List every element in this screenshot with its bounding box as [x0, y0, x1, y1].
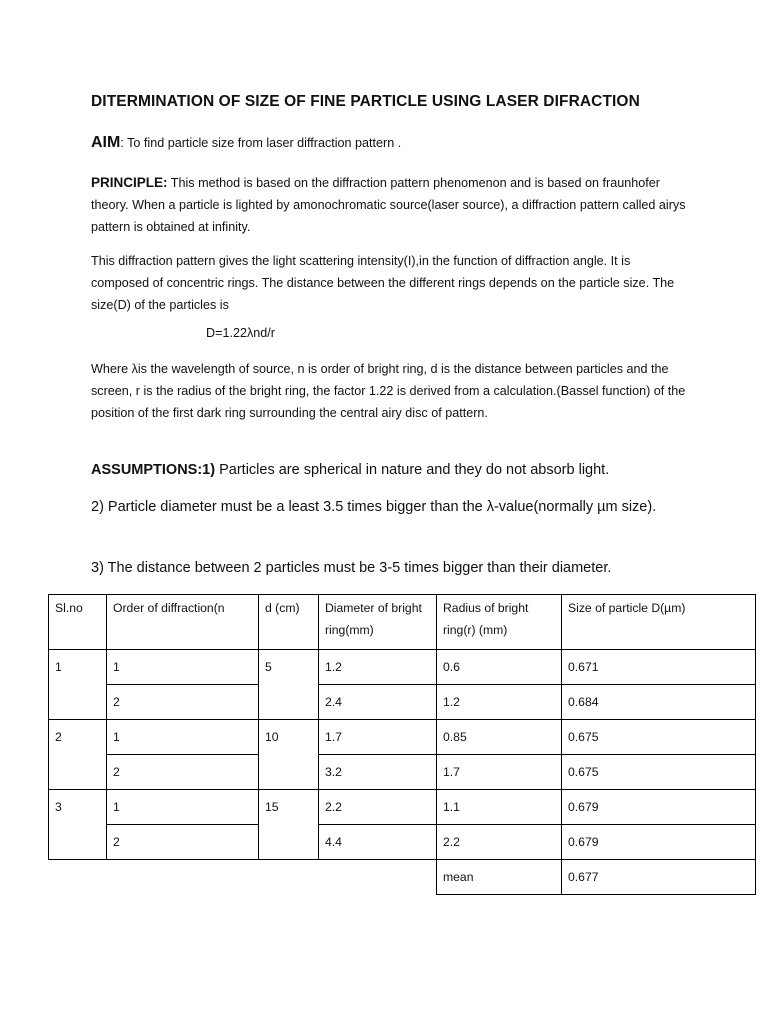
header-cell: Sl.no — [49, 595, 107, 650]
radius-cell: 0.85 — [437, 720, 562, 755]
header-cell: Radius of bright ring(r) (mm) — [437, 595, 562, 650]
table-row — [49, 650, 756, 685]
radius-cell: 1.2 — [437, 685, 562, 720]
order-cell: 1 — [107, 790, 259, 825]
empty-cell — [107, 860, 259, 895]
assumption-1-text: Particles are spherical in nature and they do not absorb light. — [215, 462, 610, 478]
size-cell: 0.671 — [562, 650, 756, 685]
distance-cell: 15 — [259, 790, 319, 860]
intensity-paragraph: This diffraction pattern gives the light scattering intensity(I),in the function of diffraction angle. It is composed of concentric rings. The distance between the different rings depends on the particle size. The size(D) of the particles is — [91, 254, 675, 312]
assumption-3: 3) The distance between 2 particles must be 3-5 times bigger than their diameter. — [91, 560, 612, 576]
mean-value-cell: 0.677 — [562, 860, 756, 895]
slno-cell: 3 — [49, 790, 107, 860]
order-cell: 2 — [107, 755, 259, 790]
slno-cell: 2 — [49, 720, 107, 790]
mean-row — [49, 860, 756, 895]
table-header-row — [49, 595, 756, 650]
diameter-cell: 2.2 — [319, 790, 437, 825]
empty-cell — [49, 860, 107, 895]
aim-label: AIM — [91, 134, 121, 151]
results-table — [48, 594, 756, 895]
empty-cell — [259, 860, 319, 895]
table-row — [49, 685, 756, 720]
aim-section — [91, 132, 691, 154]
size-cell: 0.679 — [562, 790, 756, 825]
mean-label-cell: mean — [437, 860, 562, 895]
header-cell: Size of particle D(µm) — [562, 595, 756, 650]
principle-section — [91, 172, 691, 238]
order-cell: 2 — [107, 825, 259, 860]
diameter-cell: 2.4 — [319, 685, 437, 720]
table-row — [49, 790, 756, 825]
size-cell: 0.679 — [562, 825, 756, 860]
diameter-cell: 1.2 — [319, 650, 437, 685]
table-row — [49, 755, 756, 790]
diameter-cell: 3.2 — [319, 755, 437, 790]
where-paragraph: Where λis the wavelength of source, n is order of bright ring, d is the distance between particles and the screen, r is the radius of the bright ring, the factor 1.22 is derived from a calculation.(Bassel function) of the position of the first dark ring surrounding the central airy disc of pattern. — [91, 362, 686, 420]
radius-cell: 1.1 — [437, 790, 562, 825]
size-cell: 0.675 — [562, 720, 756, 755]
distance-cell: 5 — [259, 650, 319, 720]
diameter-cell: 4.4 — [319, 825, 437, 860]
size-cell: 0.684 — [562, 685, 756, 720]
diameter-cell: 1.7 — [319, 720, 437, 755]
radius-cell: 0.6 — [437, 650, 562, 685]
aim-text: : To find particle size from laser diffraction pattern . — [120, 136, 402, 150]
header-cell: d (cm) — [259, 595, 319, 650]
principle-label: PRINCIPLE: — [91, 175, 168, 190]
order-cell: 1 — [107, 720, 259, 755]
empty-cell — [319, 860, 437, 895]
order-cell: 1 — [107, 650, 259, 685]
distance-cell: 10 — [259, 720, 319, 790]
order-cell: 2 — [107, 685, 259, 720]
header-cell: Order of diffraction(n — [107, 595, 259, 650]
page-title: DITERMINATION OF SIZE OF FINE PARTICLE USING LASER DIFRACTION — [91, 93, 640, 110]
size-formula: D=1.22λnd/r — [206, 326, 275, 340]
assumption-1 — [91, 458, 711, 482]
assumptions-label: ASSUMPTIONS:1) — [91, 462, 216, 478]
radius-cell: 2.2 — [437, 825, 562, 860]
principle-text: This method is based on the diffraction pattern phenomenon and is based on fraunhofer theory. When a particle is lighted by amonochromatic source(laser source), a diffraction pattern called airys pattern is obtained at infinity. — [91, 176, 686, 234]
assumption-2: 2) Particle diameter must be a least 3.5 times bigger than the λ-value(normally µm size). — [91, 499, 657, 515]
header-cell: Diameter of bright ring(mm) — [319, 595, 437, 650]
table-row — [49, 720, 756, 755]
slno-cell: 1 — [49, 650, 107, 720]
size-cell: 0.675 — [562, 755, 756, 790]
table-row — [49, 825, 756, 860]
radius-cell: 1.7 — [437, 755, 562, 790]
